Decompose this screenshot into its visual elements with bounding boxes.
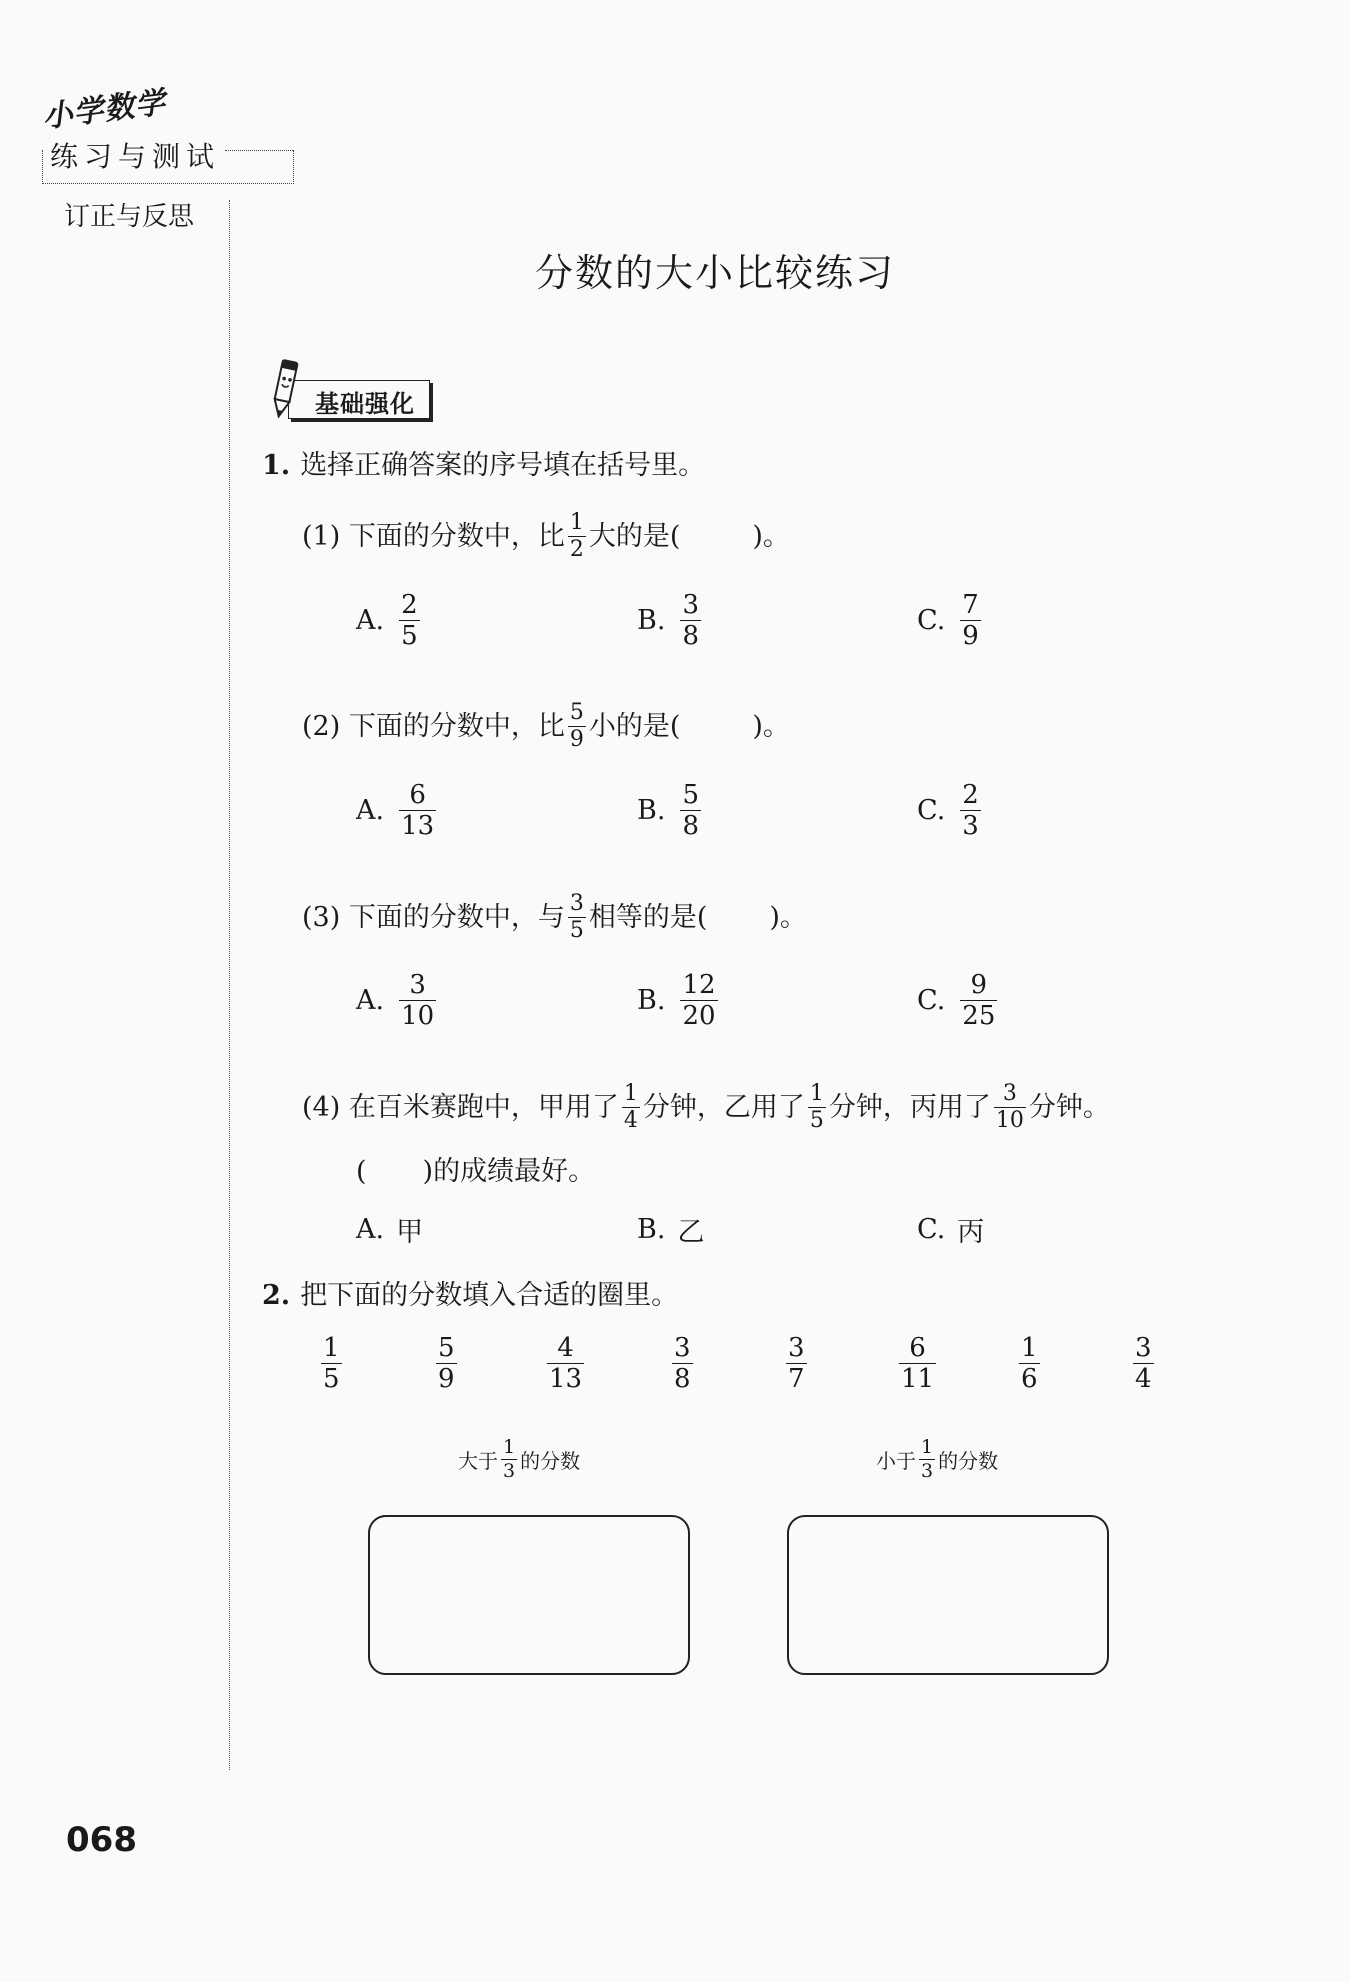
- fraction-item[interactable]: [783, 1335, 810, 1392]
- numerator: 3: [409, 970, 426, 1000]
- fraction: [960, 972, 997, 1029]
- question-text: 把下面的分数填入合适的圈里。: [300, 1280, 679, 1311]
- numerator: 1: [569, 510, 584, 535]
- part-label: (4): [302, 1092, 341, 1123]
- numerator: 12: [682, 970, 716, 1000]
- denominator: 4: [1135, 1364, 1152, 1394]
- numerator: 2: [962, 780, 979, 810]
- fraction: [960, 592, 981, 649]
- fraction-item[interactable]: [544, 1335, 587, 1392]
- fraction: [568, 702, 586, 751]
- denominator: 13: [549, 1364, 583, 1394]
- label-text: 的分数: [520, 1449, 581, 1473]
- q1-part-2: [302, 702, 790, 751]
- part-text: 分钟，乙用了: [642, 1092, 805, 1123]
- option-letter: B.: [637, 605, 666, 636]
- question-1: [262, 452, 705, 479]
- denominator: 11: [901, 1364, 935, 1394]
- question-text: 选择正确答案的序号填在括号里。: [300, 450, 706, 481]
- part-text: 在百米赛跑中，甲用了: [348, 1092, 619, 1123]
- option-c[interactable]: [917, 972, 1000, 1029]
- less-than-answer-box[interactable]: [787, 1515, 1109, 1675]
- option-letter: B.: [637, 795, 666, 826]
- part-text-end: )。: [752, 521, 790, 552]
- option-letter: B.: [637, 1214, 666, 1245]
- fraction-item[interactable]: [1130, 1335, 1157, 1392]
- part-text-end: )。: [769, 902, 807, 933]
- part-text: 相等的是(: [588, 902, 708, 933]
- denominator: 3: [921, 1460, 934, 1482]
- denominator: 3: [962, 811, 979, 841]
- option-a[interactable]: [356, 972, 439, 1029]
- denominator: 9: [962, 621, 979, 651]
- option-letter: A.: [356, 1214, 385, 1245]
- margin-divider: [229, 200, 230, 1770]
- numerator: 1: [921, 1436, 934, 1458]
- question-number: 1.: [262, 450, 291, 481]
- denominator: 20: [682, 1001, 716, 1031]
- section-label: 基础强化: [315, 390, 415, 418]
- numerator: 3: [569, 891, 584, 916]
- fraction: [994, 1083, 1026, 1132]
- option-b[interactable]: [637, 1210, 704, 1249]
- margin-title: 订正与反思: [64, 202, 195, 232]
- numerator: 5: [569, 700, 584, 725]
- part-text: (: [356, 1156, 367, 1187]
- numerator: 4: [557, 1333, 574, 1363]
- fraction-item[interactable]: [318, 1335, 345, 1392]
- numerator: 3: [1135, 1333, 1152, 1363]
- denominator: 13: [401, 811, 435, 841]
- fraction: [919, 1438, 935, 1481]
- fraction: [399, 592, 420, 649]
- subtitle-frame-top: [225, 150, 293, 151]
- question-number: 2.: [262, 1280, 291, 1311]
- fraction: [622, 1083, 640, 1132]
- part-text: 小的是(: [588, 711, 681, 742]
- q1-part-4-line-2: [356, 1158, 595, 1185]
- numerator: 3: [682, 590, 699, 620]
- greater-than-answer-box[interactable]: [368, 1515, 690, 1675]
- numerator: 9: [970, 970, 988, 1000]
- option-letter: A.: [356, 795, 385, 826]
- fraction: [680, 972, 717, 1029]
- option-letter: C.: [917, 795, 946, 826]
- fraction: [399, 782, 436, 839]
- fraction: [680, 592, 701, 649]
- numerator: 6: [409, 780, 426, 810]
- option-text: 乙: [677, 1217, 705, 1248]
- part-text: 下面的分数中，与: [348, 902, 565, 933]
- denominator: 5: [323, 1364, 340, 1394]
- fraction: [786, 1335, 807, 1392]
- fraction: [436, 1335, 457, 1392]
- option-letter: A.: [356, 605, 385, 636]
- fraction: [501, 1438, 517, 1481]
- numerator: 5: [682, 780, 699, 810]
- part-text-end: )。: [752, 711, 790, 742]
- label-text: 小于: [876, 1449, 916, 1473]
- book-title: 小学数学: [40, 85, 168, 136]
- denominator: 8: [674, 1364, 691, 1394]
- fraction: [321, 1335, 342, 1392]
- denominator: 3: [503, 1460, 516, 1482]
- denominator: 2: [569, 537, 584, 562]
- fraction: [547, 1335, 584, 1392]
- part-label: (2): [302, 711, 341, 742]
- option-letter: C.: [917, 985, 946, 1016]
- option-a[interactable]: [356, 1210, 423, 1249]
- option-c[interactable]: [917, 592, 984, 649]
- section-badge-frame: [288, 380, 430, 419]
- option-b[interactable]: [637, 782, 704, 839]
- denominator: 5: [569, 918, 584, 943]
- numerator: 1: [1021, 1333, 1038, 1363]
- option-b[interactable]: [637, 592, 704, 649]
- numerator: 3: [674, 1333, 691, 1363]
- numerator: 3: [1002, 1081, 1017, 1106]
- numerator: 5: [438, 1333, 455, 1363]
- fraction-item[interactable]: [669, 1335, 696, 1392]
- fraction: [399, 972, 436, 1029]
- option-letter: C.: [917, 605, 946, 636]
- q1-part-4: [302, 1083, 1110, 1132]
- page-number: 068: [66, 1820, 137, 1860]
- denominator: 4: [623, 1108, 638, 1133]
- numerator: 7: [962, 590, 979, 620]
- denominator: 8: [682, 811, 699, 841]
- option-letter: B.: [637, 985, 666, 1016]
- denominator: 6: [1021, 1364, 1038, 1394]
- fraction: [1133, 1335, 1154, 1392]
- numerator: 1: [503, 1436, 516, 1458]
- numerator: 3: [788, 1333, 805, 1363]
- option-c[interactable]: [917, 1210, 984, 1249]
- numerator: 1: [623, 1081, 638, 1106]
- option-a[interactable]: [356, 782, 439, 839]
- fraction: [899, 1335, 936, 1392]
- denominator: 9: [438, 1364, 455, 1394]
- denominator: 9: [569, 727, 584, 752]
- numerator: 1: [323, 1333, 340, 1363]
- part-text: 下面的分数中，比: [348, 711, 565, 742]
- option-b[interactable]: [637, 972, 721, 1029]
- denominator: 7: [788, 1364, 805, 1394]
- fraction: [808, 1083, 826, 1132]
- section-badge: [268, 355, 438, 423]
- fraction-item[interactable]: [1016, 1335, 1043, 1392]
- numerator: 6: [909, 1333, 926, 1363]
- fraction: [960, 782, 981, 839]
- option-a[interactable]: [356, 592, 423, 649]
- q1-part-1: [302, 512, 790, 561]
- part-text: 下面的分数中，比: [348, 521, 565, 552]
- part-text: )的成绩最好。: [422, 1156, 596, 1187]
- option-c[interactable]: [917, 782, 984, 839]
- fraction: [1019, 1335, 1040, 1392]
- denominator: 25: [962, 1001, 996, 1031]
- option-letter: C.: [917, 1214, 946, 1245]
- part-label: (3): [302, 902, 341, 933]
- fraction-item[interactable]: [433, 1335, 460, 1392]
- denominator: 5: [809, 1108, 824, 1133]
- part-text: 分钟，丙用了: [828, 1092, 991, 1123]
- denominator: 10: [401, 1001, 435, 1031]
- numerator: 2: [401, 590, 418, 620]
- denominator: 5: [401, 621, 418, 651]
- fraction-item[interactable]: [896, 1335, 939, 1392]
- denominator: 8: [682, 621, 699, 651]
- fraction: [568, 893, 586, 942]
- fraction: [680, 782, 701, 839]
- question-2: [262, 1282, 678, 1309]
- page-title: 分数的大小比较练习: [535, 251, 896, 295]
- denominator: 10: [995, 1108, 1024, 1133]
- part-text: 大的是(: [588, 521, 681, 552]
- option-letter: A.: [356, 985, 385, 1016]
- q1-part-3: [302, 893, 807, 942]
- fraction: [568, 512, 586, 561]
- part-label: (1): [302, 521, 341, 552]
- pencil-icon: [268, 355, 302, 423]
- option-text: 丙: [957, 1217, 985, 1248]
- part-text: 分钟。: [1028, 1092, 1110, 1123]
- numerator: 1: [809, 1081, 824, 1106]
- less-than-label: [876, 1438, 998, 1481]
- book-subtitle: 练习与测试: [50, 140, 221, 173]
- option-text: 甲: [396, 1217, 424, 1248]
- fraction: [672, 1335, 693, 1392]
- greater-than-label: [458, 1438, 580, 1481]
- label-text: 大于: [458, 1449, 498, 1473]
- label-text: 的分数: [938, 1449, 999, 1473]
